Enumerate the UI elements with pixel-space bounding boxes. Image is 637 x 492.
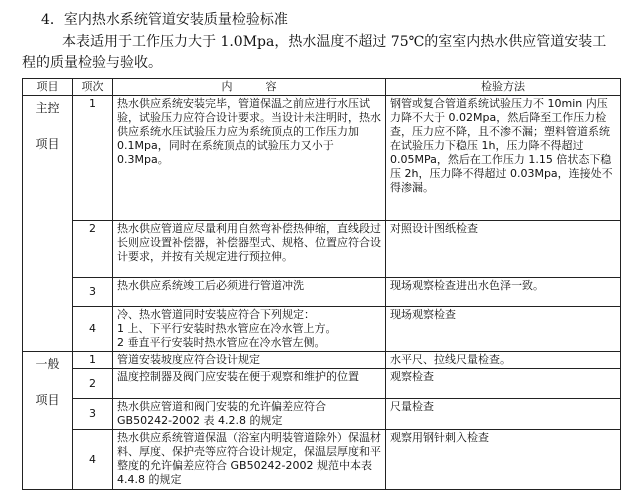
row-content: 管道安装坡度应符合设计规定 — [113, 352, 386, 369]
row-number: 2 — [73, 369, 113, 399]
header-content: 内 容 — [113, 79, 386, 96]
quality-inspection-table — [22, 78, 621, 490]
row-method: 现场观察检查进出水色泽一致。 — [386, 278, 621, 307]
header-method: 检验方法 — [386, 79, 621, 96]
row-number: 4 — [73, 430, 113, 490]
group-label-line: 一般 — [35, 357, 60, 371]
main-control-group-label — [23, 96, 73, 352]
table-row — [23, 352, 621, 369]
row-number: 4 — [73, 307, 113, 352]
table-row — [23, 430, 621, 490]
group-label-line: 项目 — [35, 393, 60, 407]
general-group-label — [23, 352, 73, 490]
intro-paragraph — [22, 32, 622, 74]
table-row — [23, 307, 621, 352]
row-number: 3 — [73, 399, 113, 430]
row-method: 观察用钢针刺入检查 — [386, 430, 621, 490]
row-method: 对照设计图纸检查 — [386, 221, 621, 278]
header-item: 项目 — [23, 79, 73, 96]
row-content: 热水供应系统安装完毕，管道保温之前应进行水压试验，试验压力应符合设计要求。当设计未注明时，热水供应系统水压试验压力应为系统顶点的工作压力加 0.1Mpa，同时在系统顶点的试验压力又小于 0.3Mpa。 — [113, 96, 386, 221]
row-method: 水平尺、拉线尺量检查。 — [386, 352, 621, 369]
row-content: 热水供应管道应尽量利用自然弯补偿热伸缩，直线段过长则应设置补偿器，补偿器型式、规格、位置应符合设计要求，并按有关规定进行预拉伸。 — [113, 221, 386, 278]
group-label-line: 主控 — [35, 101, 60, 115]
row-number: 3 — [73, 278, 113, 307]
group-label-line: 项目 — [35, 137, 60, 151]
row-content: 热水供应管道和阀门安装的允许偏差应符合 GB50242-2002 表 4.2.8 的规定 — [113, 399, 386, 430]
header-no: 项次 — [73, 79, 113, 96]
row-content: 冷、热水管道同时安装应符合下列规定： 1 上、下平行安装时热水管应在冷水管上方。 2 垂直平行安装时热水管应在冷水管左侧。 — [113, 307, 386, 352]
table-row — [23, 221, 621, 278]
row-content: 热水供应系统竣工后必须进行管道冲洗 — [113, 278, 386, 307]
row-method: 钢管或复合管道系统试验压力不 10min 内压力降不大于 0.02Mpa，然后降至工作压力检查，压力应不降，且不渗不漏；塑料管道系统在试验压力下稳压 1h，压力降不得超过 0.05MPa，然后在工作压力 1.15 倍状态下稳压 2h，压力降不得超过 0.03Mpa，连接处不得渗漏。 — [386, 96, 621, 221]
row-number: 1 — [73, 352, 113, 369]
row-number: 2 — [73, 221, 113, 278]
row-number: 1 — [73, 96, 113, 221]
row-method: 尺量检查 — [386, 399, 621, 430]
row-content: 热水供应系统管道保温（浴室内明装管道除外）保温材料、厚度、保护壳等应符合设计规定，保温层厚度和平整度的允许偏差应符合 GB50242-2002 规范中本表 4.4.8 的规定 — [113, 430, 386, 490]
row-content: 温度控制器及阀门应安装在便于观察和维护的位置 — [113, 369, 386, 399]
intro-line-1: 本表适用于工作压力大于 1.0Mpa，热水温度不超过 75℃的室室内热水供应管道安装工 — [62, 34, 607, 50]
intro-line-2: 程的质量检验与验收。 — [22, 55, 162, 71]
row-method: 观察检查 — [386, 369, 621, 399]
table-row — [23, 96, 621, 221]
table-header-row — [23, 79, 621, 96]
table-row — [23, 399, 621, 430]
table-row — [23, 369, 621, 399]
table-row — [23, 278, 621, 307]
row-method: 现场观察检查 — [386, 307, 621, 352]
section-heading: 4．室内热水系统管道安装质量检验标准 — [41, 12, 288, 28]
